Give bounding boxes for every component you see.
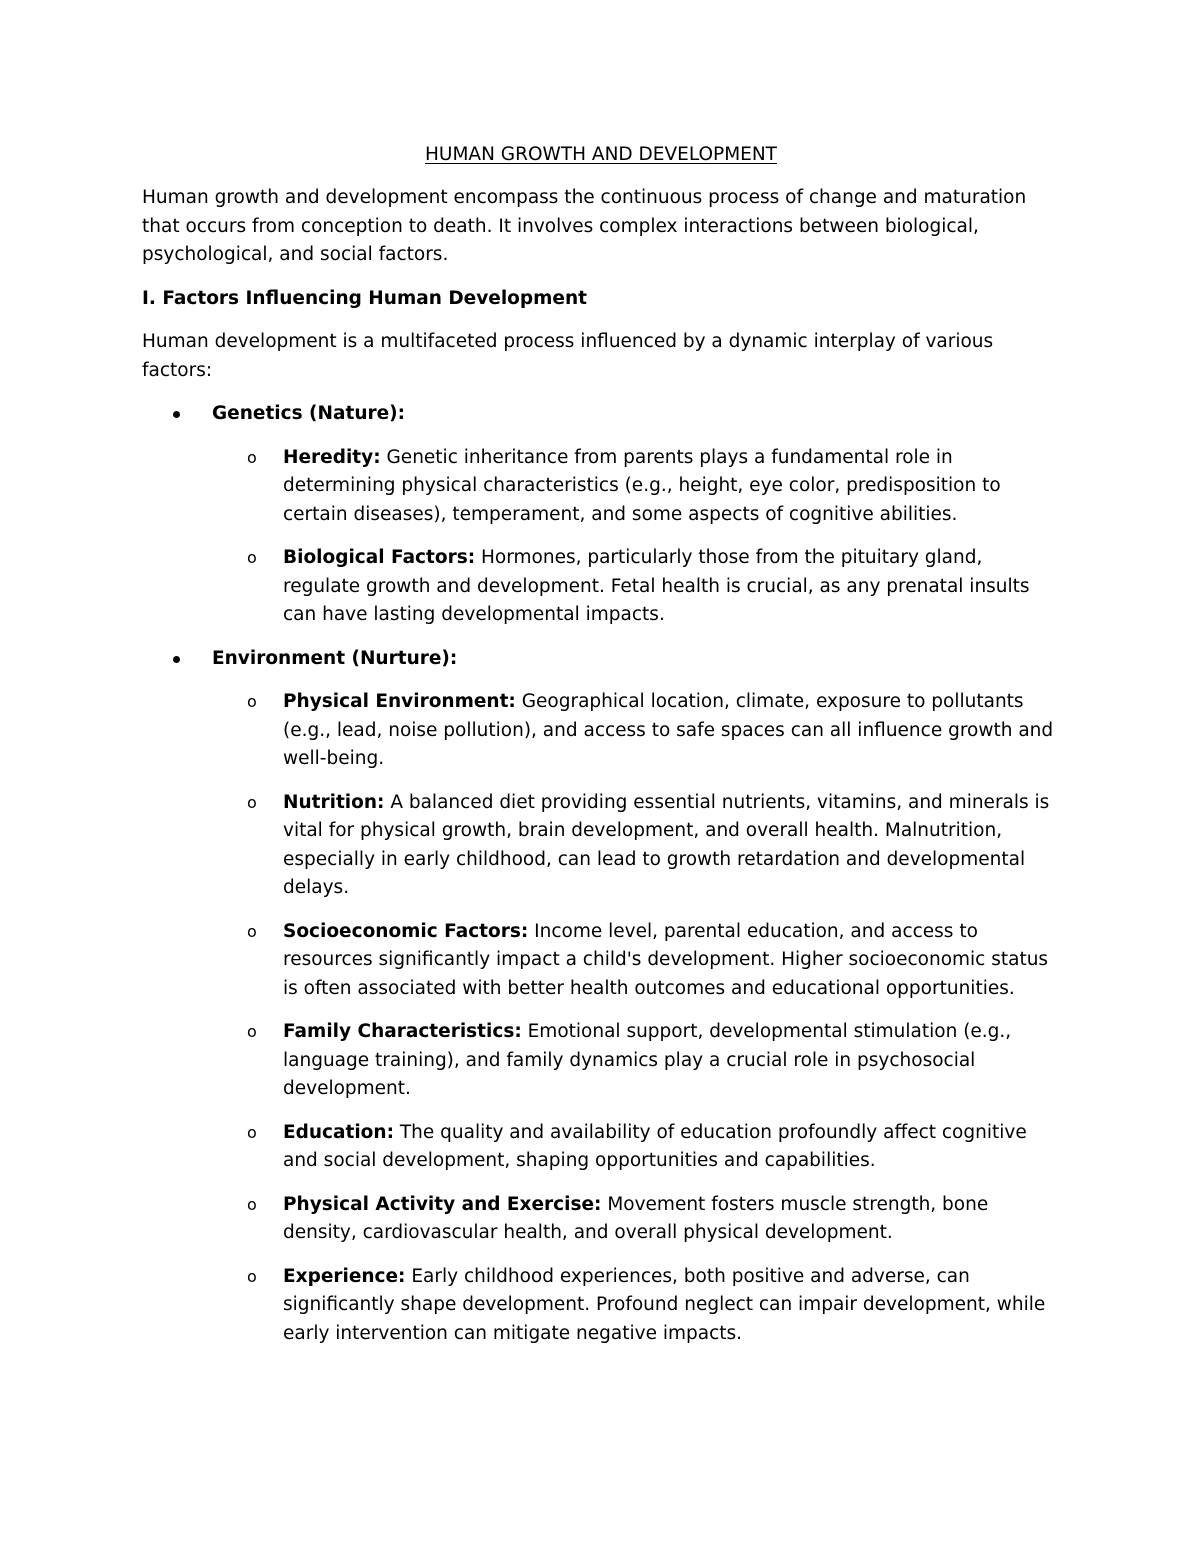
intro-paragraph: Human growth and development encompass the continuous process of change and maturation that occurs from conception to death. It involves complex interactions between biological, psychological, and social factors.: [142, 187, 1027, 265]
factors-list: [142, 400, 1060, 1348]
circle-bullet-icon: o: [247, 792, 257, 812]
circle-bullet-icon: o: [247, 1022, 257, 1041]
section-heading: I. Factors Influencing Human Development: [142, 287, 587, 309]
circle-bullet-icon: o: [247, 1122, 257, 1142]
section-intro-paragraph: Human development is a multifaceted process influenced by a dynamic interplay of various factors:: [142, 331, 994, 381]
sub-item-nutrition: [212, 789, 1060, 903]
circle-bullet-icon: o: [247, 1194, 257, 1214]
bullet-icon: [173, 411, 180, 418]
document-title: HUMAN GROWTH AND DEVELOPMENT: [425, 144, 777, 165]
sub-list: [212, 688, 1060, 1348]
sub-item-text: Geographical location, climate, exposure to pollutants (e.g., lead, noise pollution), and access to safe spaces can all influence growth and well-being.: [283, 691, 1054, 769]
circle-bullet-icon: o: [247, 447, 257, 467]
sub-item-text: Hormones, particularly those from the pituitary gland, regulate growth and development. Fetal health is crucial, as any prenatal insults can have lasting developmental impacts.: [283, 547, 1030, 625]
sub-item-heredity: [212, 444, 1060, 530]
sub-item-education: [212, 1119, 1060, 1176]
bullet-item-genetics: [142, 400, 1060, 630]
bullet-heading: Environment (Nurture):: [212, 647, 458, 669]
bullet-item-environment: [142, 645, 1060, 1349]
sub-item-experience: [212, 1263, 1060, 1349]
sub-item-physical-environment: [212, 688, 1060, 774]
sub-item-text: Genetic inheritance from parents plays a fundamental role in determining physical characteristics (e.g., height, eye color, predisposition to certain diseases), temperament, and some aspects of cognitive abilities.: [283, 446, 1001, 525]
sub-item-term: Family Characteristics:: [283, 1021, 522, 1042]
sub-list: [212, 444, 1060, 630]
bullet-heading: Genetics (Nature):: [212, 403, 406, 424]
sub-item-text: Income level, parental education, and access to resources significantly impact a child's development. Higher socioeconomic status is often associated with better health outcomes and educational opportunities.: [283, 920, 1049, 999]
bullet-icon: [173, 656, 180, 663]
sub-item-text: Emotional support, developmental stimulation (e.g., language training), and family dynamics play a crucial role in psychosocial development.: [283, 1021, 1012, 1099]
sub-item-term: Experience:: [283, 1265, 406, 1287]
sub-item-biological-factors: [212, 544, 1060, 630]
sub-item-term: Biological Factors:: [283, 547, 476, 568]
sub-item-term: Heredity:: [283, 446, 381, 468]
sub-item-term: Education:: [283, 1121, 394, 1143]
sub-item-text: Movement fosters muscle strength, bone density, cardiovascular health, and overall physical development.: [283, 1193, 989, 1243]
sub-item-text: A balanced diet providing essential nutrients, vitamins, and minerals is vital for physical growth, brain development, and overall health. Malnutrition, especially in early childhood, can lead to growth retardation and developmental delays.: [283, 791, 1050, 898]
sub-item-term: Physical Environment:: [283, 691, 516, 712]
circle-bullet-icon: o: [247, 1266, 257, 1286]
sub-item-text: The quality and availability of education profoundly affect cognitive and social development, shaping opportunities and capabilities.: [283, 1121, 1027, 1171]
circle-bullet-icon: o: [247, 692, 257, 711]
circle-bullet-icon: o: [247, 548, 257, 567]
sub-item-term: Socioeconomic Factors:: [283, 920, 529, 942]
sub-item-term: Physical Activity and Exercise:: [283, 1193, 602, 1215]
sub-item-physical-activity: [212, 1191, 1060, 1248]
sub-item-term: Nutrition:: [283, 791, 385, 813]
sub-item-family-characteristics: [212, 1018, 1060, 1104]
sub-item-socioeconomic-factors: [212, 918, 1060, 1004]
circle-bullet-icon: o: [247, 921, 257, 941]
sub-item-text: Early childhood experiences, both positive and adverse, can significantly shape development. Profound neglect can impair development, while early intervention can mitigate negative impacts.: [283, 1265, 1046, 1344]
